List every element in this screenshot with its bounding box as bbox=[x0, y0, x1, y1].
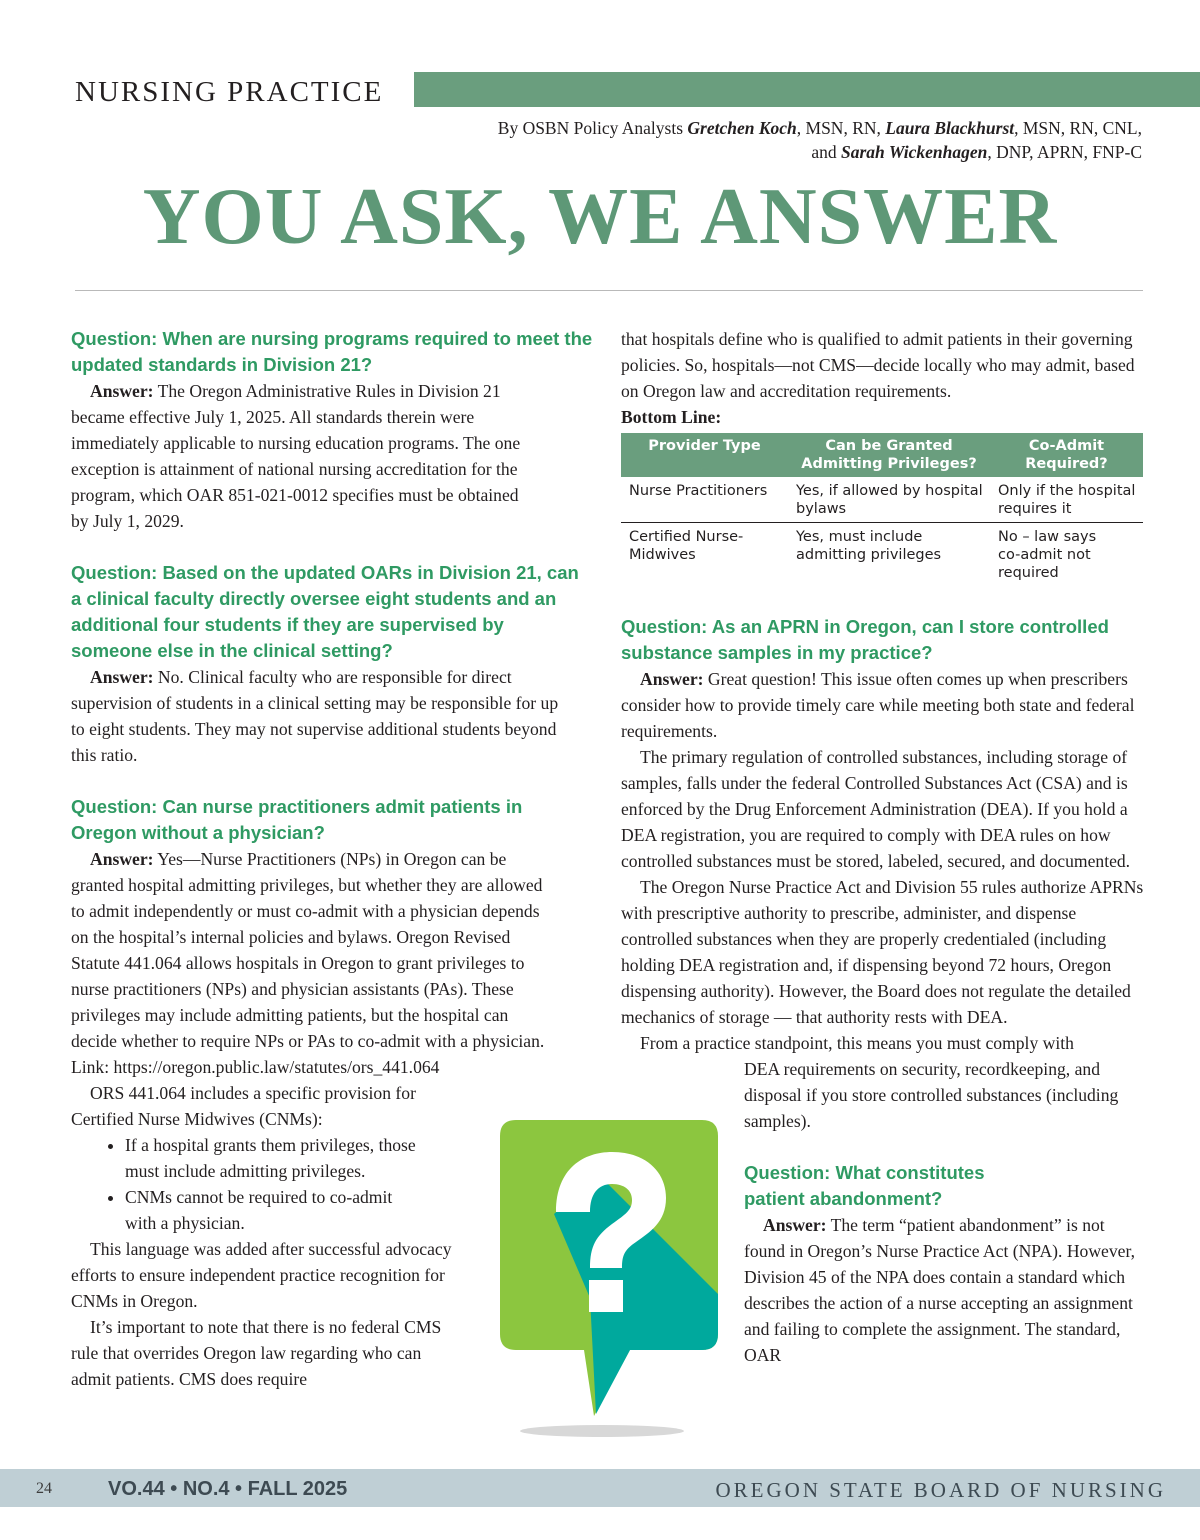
bottom-line-label: Bottom Line: bbox=[621, 407, 722, 427]
bullet-list bbox=[71, 1132, 425, 1236]
table-cell: Nurse Practitioners bbox=[621, 477, 788, 523]
question-heading: Question: What constitutes patient abandonment? bbox=[744, 1162, 985, 1209]
table-cell: No – law says co-admit not required bbox=[998, 529, 1097, 581]
issue-label: VO.44 • NO.4 • FALL 2025 bbox=[108, 1478, 348, 1500]
section-label: NURSING PRACTICE bbox=[75, 76, 384, 108]
table-header-row bbox=[621, 433, 1143, 477]
body-paragraph: The Oregon Nurse Practice Act and Division 55 rules authorize APRNs with prescriptive authority to prescribe, administer, and dispense controlled substances when they are properly credentialed (including holding DEA registration and, if dispensing beyond 72 hours, Oregon dispensing authority). However, the Board does not regulate the detailed mechanics of storage — that authority rests with DEA. bbox=[621, 877, 1144, 1027]
body-paragraph: ORS 441.064 includes a specific provision for Certified Nurse Midwives (CNMs): bbox=[71, 1083, 416, 1129]
question-heading: Question: As an APRN in Oregon, can I store controlled substance samples in my practice? bbox=[621, 616, 1109, 663]
graphic-drop-shadow bbox=[520, 1425, 684, 1437]
answer-paragraph: Answer: Yes—Nurse Practitioners (NPs) in Oregon can be granted hospital admitting privileges, but whether they are allowed to admit independently or must co-admit with a physician depends on the hospital’s internal policies and bylaws. Oregon Revised Statute 441.064 allows hospitals in Oregon to grant privileges to nurse practitioners (NPs) and physician assistants (PAs). These privileges may include admitting patients, but the hospital can decide whether to require NPs or PAs to co-admit with a physician. bbox=[71, 849, 545, 1051]
body-paragraph: This language was added after successful advocacy efforts to ensure independent practice recognition for CNMs in Oregon. bbox=[71, 1239, 452, 1311]
table-row bbox=[621, 523, 1143, 587]
answer-paragraph: Answer: The term “patient abandonment” is not found in Oregon’s Nurse Practice Act (NPA). However, Division 45 of the NPA does contain a standard which describes the action of a nurse accepting an assignment and failing to complete the assignment. The standard, OAR bbox=[744, 1215, 1135, 1365]
table-cell: Yes, must include admitting privileges bbox=[796, 529, 942, 563]
page-number: 24 bbox=[36, 1480, 52, 1497]
question-heading: Question: When are nursing programs required to meet the updated standards in Division 21? bbox=[71, 328, 593, 375]
wrapped-text bbox=[744, 1056, 1139, 1368]
body-paragraph: From a practice standpoint, this means you must comply with bbox=[640, 1033, 1074, 1053]
answer-paragraph: Answer: The Oregon Administrative Rules in Division 21 became effective July 1, 2025. All standards therein were immediately applicable to nursing education programs. The one exception is attainment of national nursing accreditation for the program, which OAR 851-021-0012 specifies must be obtained by July 1, 2029. bbox=[71, 381, 521, 531]
author-name: Gretchen Koch bbox=[687, 118, 797, 138]
list-item: • If a hospital grants them privileges, those must include admitting privileges. bbox=[125, 1132, 425, 1184]
article-headline: YOU ASK, WE ANSWER bbox=[142, 173, 1058, 261]
body-paragraph: The primary regulation of controlled substances, including storage of samples, falls under the federal Controlled Substances Act (CSA) and is enforced by the Drug Enforcement Administration (DEA). If you hold a DEA registration, you are required to comply with DEA rules on how controlled substances must be stored, labeled, secured, and documented. bbox=[621, 747, 1131, 871]
answer-paragraph: Answer: No. Clinical faculty who are responsible for direct supervision of students in a clinical setting may be responsible for up to eight students. They may not supervise additional students beyond this ratio. bbox=[71, 667, 559, 765]
privileges-table bbox=[621, 433, 1143, 586]
body-paragraph: It’s important to note that there is no federal CMS rule that overrides Oregon law regarding who can admit patients. CMS does require bbox=[71, 1317, 442, 1389]
question-heading: Question: Can nurse practitioners admit patients in Oregon without a physician? bbox=[71, 796, 523, 843]
author-name: Sarah Wickenhagen bbox=[841, 142, 988, 162]
header-accent-bar bbox=[414, 72, 1200, 107]
table-cell: Only if the hospital requires it bbox=[990, 477, 1143, 523]
column-header: Can be Granted Admitting Privileges? bbox=[788, 433, 990, 477]
table-cell: Certified Nurse-Midwives bbox=[629, 529, 744, 563]
body-paragraph: that hospitals define who is qualified to admit patients in their governing policies. So, hospitals—not CMS—decide locally who may admit, based on Oregon law and accreditation requirements. bbox=[621, 329, 1135, 401]
list-item: • CNMs cannot be required to co-admit with a physician. bbox=[125, 1184, 425, 1236]
question-mark-dot bbox=[589, 1280, 623, 1312]
question-mark-speech-bubble-icon bbox=[498, 1118, 720, 1440]
column-header: Provider Type bbox=[621, 433, 788, 477]
statute-link[interactable]: Link: https://oregon.public.law/statutes/ors_441.064 bbox=[71, 1057, 440, 1077]
body-paragraph: DEA requirements on security, recordkeeping, and disposal if you store controlled substances (including samples). bbox=[744, 1059, 1119, 1131]
byline: By OSBN Policy Analysts Gretchen Koch, MSN, RN, Laura Blackhurst, MSN, RN, CNL, and Sarah Wickenhagen, DNP, APRN, FNP-C bbox=[497, 118, 1142, 162]
answer-paragraph: Answer: Great question! This issue often comes up when prescribers consider how to provide timely care while meeting both state and federal requirements. bbox=[621, 669, 1135, 741]
table-row bbox=[621, 477, 1143, 523]
header-divider bbox=[75, 290, 1143, 291]
table-cell: Yes, if allowed by hospital bylaws bbox=[788, 477, 990, 523]
organization-name: OREGON STATE BOARD OF NURSING bbox=[715, 1478, 1166, 1502]
author-name: Laura Blackhurst bbox=[885, 118, 1015, 138]
column-header: Co-Admit Required? bbox=[990, 433, 1143, 477]
question-heading: Question: Based on the updated OARs in Division 21, can a clinical faculty directly oversee eight students and an additional four students if they are supervised by someone else in the clinical setting? bbox=[71, 562, 579, 661]
